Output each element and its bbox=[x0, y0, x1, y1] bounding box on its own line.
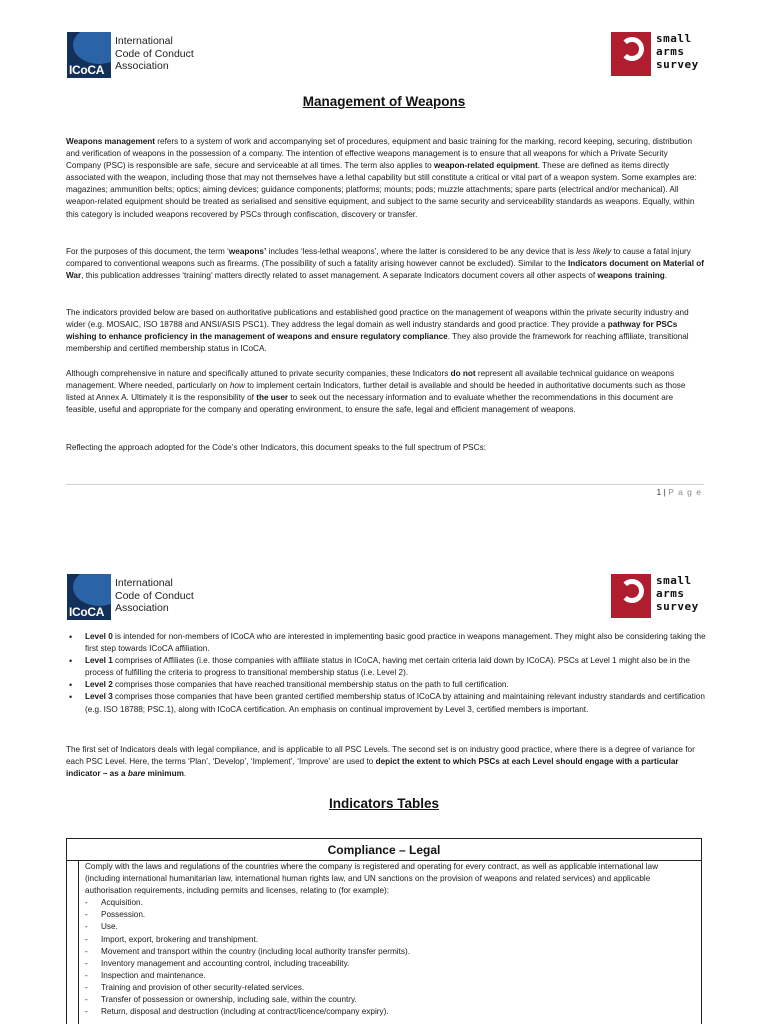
list-item: - Return, disposal and destruction (including at contract/licence/company expiry). bbox=[85, 1006, 695, 1018]
sas-logo-mark bbox=[611, 574, 651, 618]
icoca-logo-name bbox=[115, 574, 194, 620]
page-number: 1 | P a g e bbox=[656, 487, 702, 497]
small-arms-survey-logo bbox=[611, 574, 711, 620]
list-item-level-3: • Level 3 comprises those companies that have been granted certified membership status of ICoCA by attaining and maintaining relevant industry standards and certification (e.g. ISO 18788; PSC.1), along with ICoCA certification. An emphasis on continual improvement by Level 3, certified members is important. bbox=[66, 691, 706, 715]
paragraph-limitations: Although comprehensive in nature and specifically attuned to private security companies, these Indicators do not represent all available technical guidance on weapons management. Where needed, particularly on how to implement certain Indicators, further detail is available and should be heeded in authoritative documents such as those listed at Annex A. Ultimately it is the responsibility of the user to seek out the necessary information and to evaluate whether the recommendations in this document are feasible, useful and appropriate for the company and operating environment, to ensure the safe, legal and efficient management of weapons. bbox=[66, 369, 686, 415]
sas-logo-mark bbox=[611, 32, 651, 76]
sas-name-line: small bbox=[656, 32, 692, 45]
icoca-logo-name bbox=[115, 32, 194, 78]
icoca-name-line: International bbox=[115, 35, 173, 47]
list-item: - Training and provision of other security-related services. bbox=[85, 982, 695, 994]
page-number-value: 1 bbox=[656, 487, 662, 497]
page-separator bbox=[0, 530, 768, 540]
icoca-logo-abbr: ICoCA bbox=[69, 63, 105, 77]
table-level-column bbox=[67, 861, 79, 1024]
paragraph-weapons-management: Weapons management refers to a system of work and accompanying set of procedures, equipment and basic training for the marking, record keeping, securing, distribution and verification of weapons in the possession of a company. The intention of effective weapons management is to ensure that all weapons for which a Private Security Company (PSC) is responsible are safe, secure and serviceable at all times. The term also applies to weapon-related equipment. These are defined as items directly associated with the weapon, including those that may not themselves have a lethal capability but still constitute a critical or vital part of a weapon system. Some examples are: magazines; ammunition belts; optics; aiming devices; guidance components; platforms; mounts; pods; muzzle attachments; spare parts (electrical and/or mechanical). All weapon-related equipment should be treated as serialised and sensitive equipment, and subject to the same security and serviceability standards as weapons. Equally, within this category is included weapons recovered by PSCs through confiscation, discovery or transfer. bbox=[66, 137, 697, 219]
sas-name-line: arms bbox=[656, 45, 685, 58]
paragraph-indicator-sets: The first set of Indicators deals with legal compliance, and is applicable to all PSC Levels. The second set is on industry good practice, where there is a degree of variance for each PSC Level. Here, the terms ‘Plan’, ‘Develop’, ‘Implement’, ‘Improve’ are used to depict the extent to which PSCs at each Level should engage with a particular indicator – as a bare minimum. bbox=[66, 745, 695, 779]
sas-name-line: arms bbox=[656, 587, 685, 600]
icoca-logo bbox=[67, 32, 207, 78]
sas-logo-name bbox=[656, 32, 699, 78]
icoca-logo-abbr: ICoCA bbox=[69, 605, 105, 619]
page-number-label: P a g e bbox=[668, 487, 702, 497]
sas-name-line: survey bbox=[656, 58, 699, 71]
icoca-name-line: International bbox=[115, 577, 173, 589]
icoca-logo-mark bbox=[67, 574, 111, 620]
table-header: Compliance – Legal bbox=[67, 839, 701, 861]
paragraph-psc-spectrum: Reflecting the approach adopted for the Code’s other Indicators, this document speaks to the full spectrum of PSCs: bbox=[66, 443, 486, 452]
icoca-name-line: Association bbox=[115, 602, 169, 614]
paragraph-indicators-basis: The indicators provided below are based on authoritative publications and established good practice on the management of weapons within the private security industry and wider (e.g. MOSAIC, ISO 18788 and ANSI/ASIS PSC1). They address the legal domain as well industry standards and good practice. They provide a pathway for PSCs wishing to enhance proficiency in the management of weapons and ensure regulatory compliance. They also provide the framework for reaching affiliate, transitional membership and certified membership status in ICoCA. bbox=[66, 308, 689, 354]
icoca-name-line: Code of Conduct bbox=[115, 589, 194, 602]
list-item-level-0: • Level 0 is intended for non-members of ICoCA who are interested in implementing basic good practice in weapons management. They might also be considering taking the first step towards ICoCA affiliation. bbox=[66, 631, 706, 655]
section-title: Indicators Tables bbox=[328, 796, 440, 811]
paragraph-weapons-definition: For the purposes of this document, the term ‘weapons’ includes ‘less-lethal weapons’, where the latter is considered to be any device that is less likely to cause a fatal injury compared to conventional weapons such as firearms. (The possibility of such a fatality arising however cannot be excluded). Similar to the Indicators document on Material of War, this publication addresses ‘training’ matters directly related to asset management. A separate Indicators document covers all other aspects of weapons training. bbox=[66, 247, 704, 281]
compliance-legal-table bbox=[66, 838, 702, 1024]
psc-levels-list bbox=[66, 631, 706, 716]
table-cell bbox=[85, 861, 695, 1018]
list-item: - Import, export, brokering and transhipment. bbox=[85, 934, 695, 946]
table-cell-list bbox=[85, 897, 695, 1018]
list-item: - Transfer of possession or ownership, including sale, within the country. bbox=[85, 994, 695, 1006]
list-item: - Acquisition. bbox=[85, 897, 695, 909]
list-item-level-2: • Level 2 comprises those companies that have reached transitional membership status on the path to full certification. bbox=[66, 679, 706, 691]
list-item: - Movement and transport within the country (including local authority transfer permits). bbox=[85, 946, 695, 958]
table-cell-intro: Comply with the laws and regulations of the countries where the company is registered and operating for every contract, as well as applicable international law (including international humanitarian law, international human rights law, and UN sanctions on the provision of weapons and related services) and applicable authorisation requirements, including permits and licenses, relating to (for example): bbox=[85, 862, 658, 896]
icoca-logo bbox=[67, 574, 207, 620]
sas-logo-name bbox=[656, 574, 699, 620]
sas-name-line: small bbox=[656, 574, 692, 587]
icoca-name-line: Code of Conduct bbox=[115, 47, 194, 60]
icoca-name-line: Association bbox=[115, 60, 169, 72]
list-item: - Inspection and maintenance. bbox=[85, 970, 695, 982]
table-row bbox=[67, 861, 701, 1024]
sas-name-line: survey bbox=[656, 600, 699, 613]
document-page-2 bbox=[0, 540, 768, 1024]
small-arms-survey-logo bbox=[611, 32, 711, 78]
list-item: - Inventory management and accounting control, including traceability. bbox=[85, 958, 695, 970]
icoca-logo-mark bbox=[67, 32, 111, 78]
list-item: - Use. bbox=[85, 921, 695, 933]
list-item-level-1: • Level 1 comprises of Affiliates (i.e. those companies with affiliate status in ICoCA, having met certain criteria laid down by ICoCA). PSCs at Level 1 might also be in the process of fulfilling the criteria to progress to transitional membership status (i.e. Level 2). bbox=[66, 655, 706, 679]
footer-divider bbox=[66, 484, 704, 485]
list-item: - Possession. bbox=[85, 909, 695, 921]
page-title: Management of Weapons bbox=[302, 94, 466, 109]
